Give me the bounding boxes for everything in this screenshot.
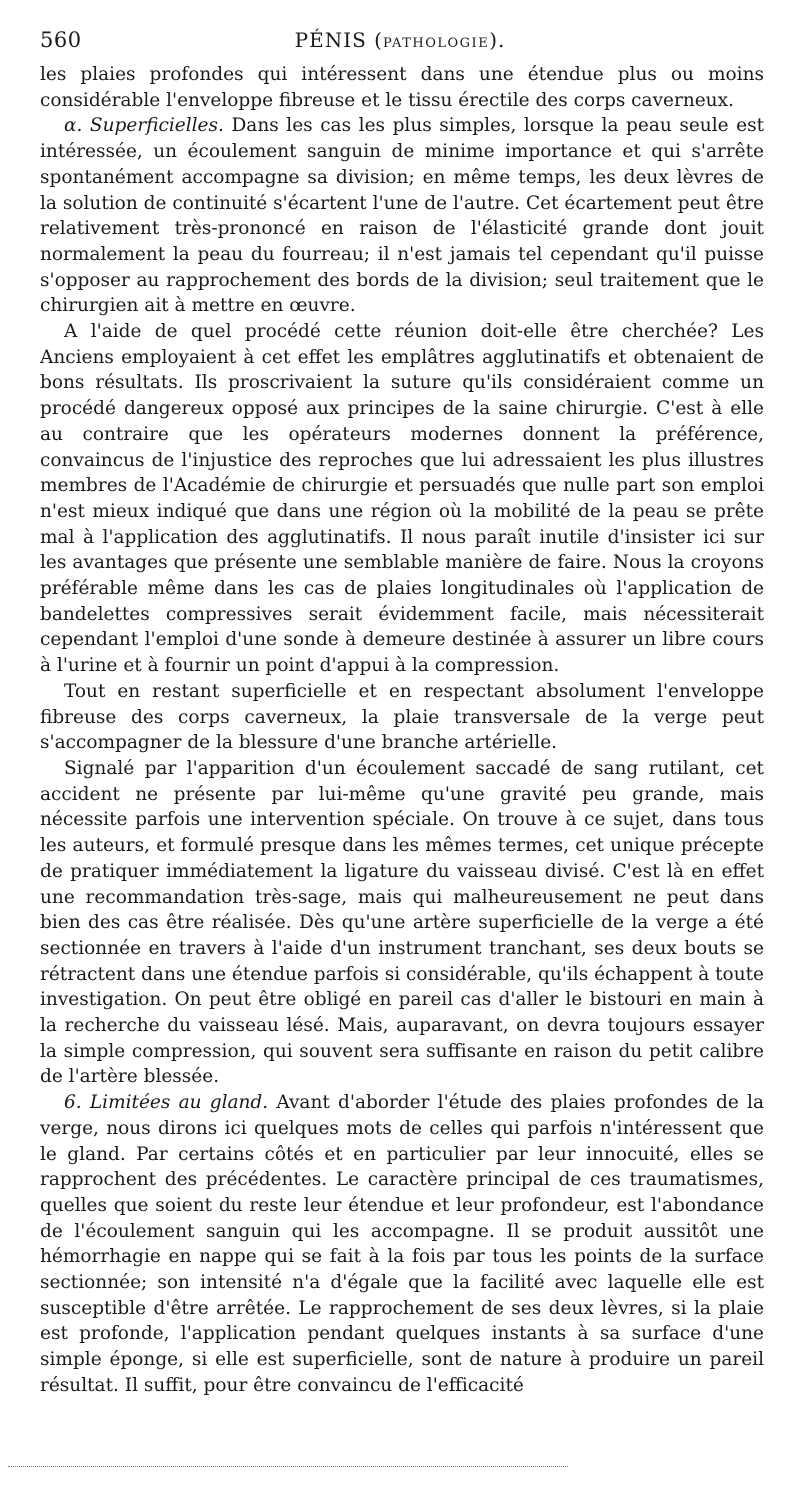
page-number: 560 xyxy=(40,28,82,52)
running-title-paren-open: ( xyxy=(374,28,383,52)
paragraph-text: Tout en restant superficielle et en respectant absolument l'enveloppe fibreuse des corps caverneux, la plaie transversale de la verge peut s'accompagner de la blessure d'une branche artérielle. xyxy=(40,680,764,754)
running-title-paren-close: ). xyxy=(489,28,506,52)
paragraph-text: les plaies profondes qui intéressent dans une étendue plus ou moins considérable l'enveloppe fibreuse et le tissu érectile des corps caverneux. xyxy=(40,64,764,111)
paragraph xyxy=(40,113,764,319)
running-title-main: PÉNIS xyxy=(294,28,367,52)
paragraph xyxy=(40,679,764,756)
paragraph xyxy=(40,756,764,1090)
body-text xyxy=(40,62,764,1399)
running-title xyxy=(40,28,760,52)
paragraph xyxy=(40,319,764,679)
footer-dotted-rule xyxy=(8,1466,568,1467)
section-heading-limitees-au-gland: 6. Limitées au gland. xyxy=(64,1092,269,1114)
page-header xyxy=(40,28,760,62)
paragraph xyxy=(40,1090,764,1398)
paragraph-text: Avant d'aborder l'étude des plaies profondes de la verge, nous dirons ici quelques mots de celles qui parfois n'intéressent que le gland. Par certains côtés et en particulier par leur innocuité, elles se rapprochent des précédentes. Le caractère principal de ces traumatismes, quelles que soient du reste leur étendue et leur profondeur, est l'abondance de l'écoulement sanguin qui les accompagne. Il se produit aussitôt une hémorrhagie en nappe qui se fait à la fois par tous les points de la surface sectionnée; son intensité n'a d'égale que la facilité avec laquelle elle est susceptible d'être arrêtée. Le rapprochement de ses deux lèvres, si la plaie est profonde, l'application pendant quelques instants à sa surface d'une simple éponge, si elle est superficielle, sont de nature à produire un pareil résultat. Il suffit, pour être convaincu de l'efficacité xyxy=(40,1092,764,1396)
section-heading-superficielles: α. Superficielles. xyxy=(64,115,224,137)
paragraph-text: Signalé par l'apparition d'un écoulement saccadé de sang rutilant, cet accident ne présente par lui-même qu'une gravité peu grande, mais nécessite parfois une intervention spéciale. On trouve à ce sujet, dans tous les auteurs, et formulé presque dans les mêmes termes, cet unique précepte de pratiquer immédiatement la ligature du vaisseau divisé. C'est là en effet une recommandation très-sage, mais qui malheureusement ne peut dans bien des cas être réalisée. Dès qu'une artère superficielle de la verge a été sectionnée en travers à l'aide d'un instrument tranchant, ses deux bouts se rétractent dans une étendue parfois si considérable, qu'ils échappent à toute investigation. On peut être obligé en pareil cas d'aller le bistouri en main à la recherche du vaisseau lésé. Mais, auparavant, on devra toujours essayer la simple compression, qui souvent sera suffisante en raison du petit calibre de l'artère blessée. xyxy=(40,757,764,1088)
paragraph xyxy=(40,62,764,113)
running-title-sub: PATHOLOGIE xyxy=(382,36,490,51)
paragraph-text: A l'aide de quel procédé cette réunion doit-elle être cherchée? Les Anciens employaient à cet effet les emplâtres agglutinatifs et obtenaient de bons résultats. Ils proscrivaient la suture qu'ils considéraient comme un procédé dangereux opposé aux principes de la saine chirurgie. C'est à elle au contraire que les opérateurs modernes donnent la préférence, convaincus de l'injustice des reproches que lui adressaient les plus illustres membres de l'Académie de chirurgie et persuadés que nulle part son emploi n'est mieux indiqué que dans une région où la mobilité de la peau se prête mal à l'application des agglutinatifs. Il nous paraît inutile d'insister ici sur les avantages que présente une semblable manière de faire. Nous la croyons préférable même dans les cas de plaies longitudinales où l'application de bandelettes compressives serait évidemment facile, mais nécessiterait cependant l'emploi d'une sonde à demeure destinée à assurer un libre cours à l'urine et à fournir un point d'appui à la compression. xyxy=(40,321,764,677)
paragraph-text: Dans les cas les plus simples, lorsque la peau seule est intéressée, un écoulement sanguin de minime importance et qui s'arrête spontanément accompagne sa division; en même temps, les deux lèvres de la solution de continuité s'écartent l'une de l'autre. Cet écartement peut être relativement très-prononcé en raison de l'élasticité grande dont jouit normalement la peau du fourreau; il n'est jamais tel cependant qu'il puisse s'opposer au rapprochement des bords de la division; seul traitement que le chirurgien ait à mettre en œuvre. xyxy=(40,115,765,317)
